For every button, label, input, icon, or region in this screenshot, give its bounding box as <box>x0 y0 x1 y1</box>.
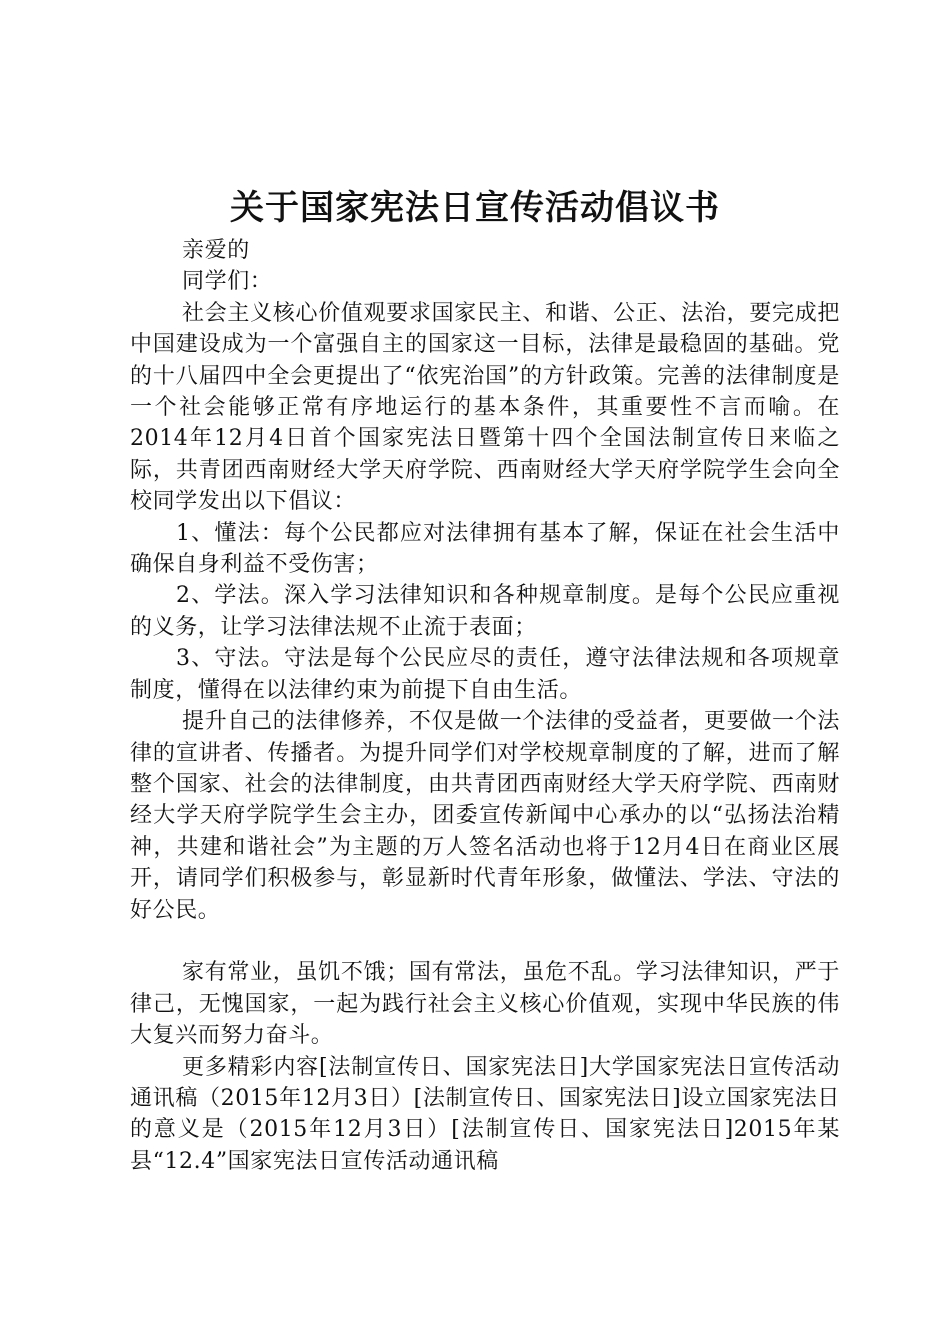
proposal-item-2: 2、学法。深入学习法律知识和各种规章制度。是每个公民应重视的义务，让学习法律法规不止流于表面； <box>130 583 840 640</box>
document-body <box>130 235 840 1177</box>
document-title: 关于国家宪法日宣传活动倡议书 <box>230 188 720 228</box>
paragraph-closing: 家有常业，虽饥不饿；国有常法，虽危不乱。学习法律知识，严于律己，无愧国家，一起为践行社会主义核心价值观，实现中华民族的伟大复兴而努力奋斗。 <box>130 960 840 1049</box>
salutation-line-2: 同学们： <box>182 269 273 295</box>
proposal-item-3: 3、守法。守法是每个公民应尽的责任，遵守法律法规和各项规章制度，懂得在以法律约束为前提下自由生活。 <box>130 646 840 703</box>
paragraph-activity: 提升自己的法律修养，不仅是做一个法律的受益者，更要做一个法律的宣讲者、传播者。为提升同学们对学校规章制度的了解，进而了解整个国家、社会的法律制度，由共青团西南财经大学天府学院、西南财经大学天府学院学生会主办，团委宣传新闻中心承办的以“弘扬法治精神，共建和谐社会”为主题的万人签名活动也将于12月4日在商业区展开，请同学们积极参与，彰显新时代青年形象，做懂法、学法、守法的好公民。 <box>130 709 840 923</box>
proposal-item-1: 1、懂法：每个公民都应对法律拥有基本了解，保证在社会生活中确保自身利益不受伤害； <box>130 520 840 578</box>
paragraph-intro: 社会主义核心价值观要求国家民主、和谐、公正、法治，要完成把中国建设成为一个富强自主的国家这一目标，法律是最稳固的基础。党的十八届四中全会更提出了“依宪治国”的方针政策。完善的法律制度是一个社会能够正常有序地运行的基本条件，其重要性不言而喻。在2014年12月4日首个国家宪法日暨第十四个全国法制宣传日来临之际，共青团西南财经大学天府学院、西南财经大学天府学院学生会向全校同学发出以下倡议： <box>130 300 840 515</box>
salutation-line-1: 亲爱的 <box>182 238 250 263</box>
paragraph-more-content: 更多精彩内容[法制宣传日、国家宪法日]大学国家宪法日宣传活动通讯稿（2015年12月3日）[法制宣传日、国家宪法日]设立国家宪法日的意义是（2015年12月3日）[法制宣传日、国家宪法日]2015年某县“12.4”国家宪法日宣传活动通讯稿 <box>130 1054 840 1174</box>
blank-line <box>130 926 840 957</box>
